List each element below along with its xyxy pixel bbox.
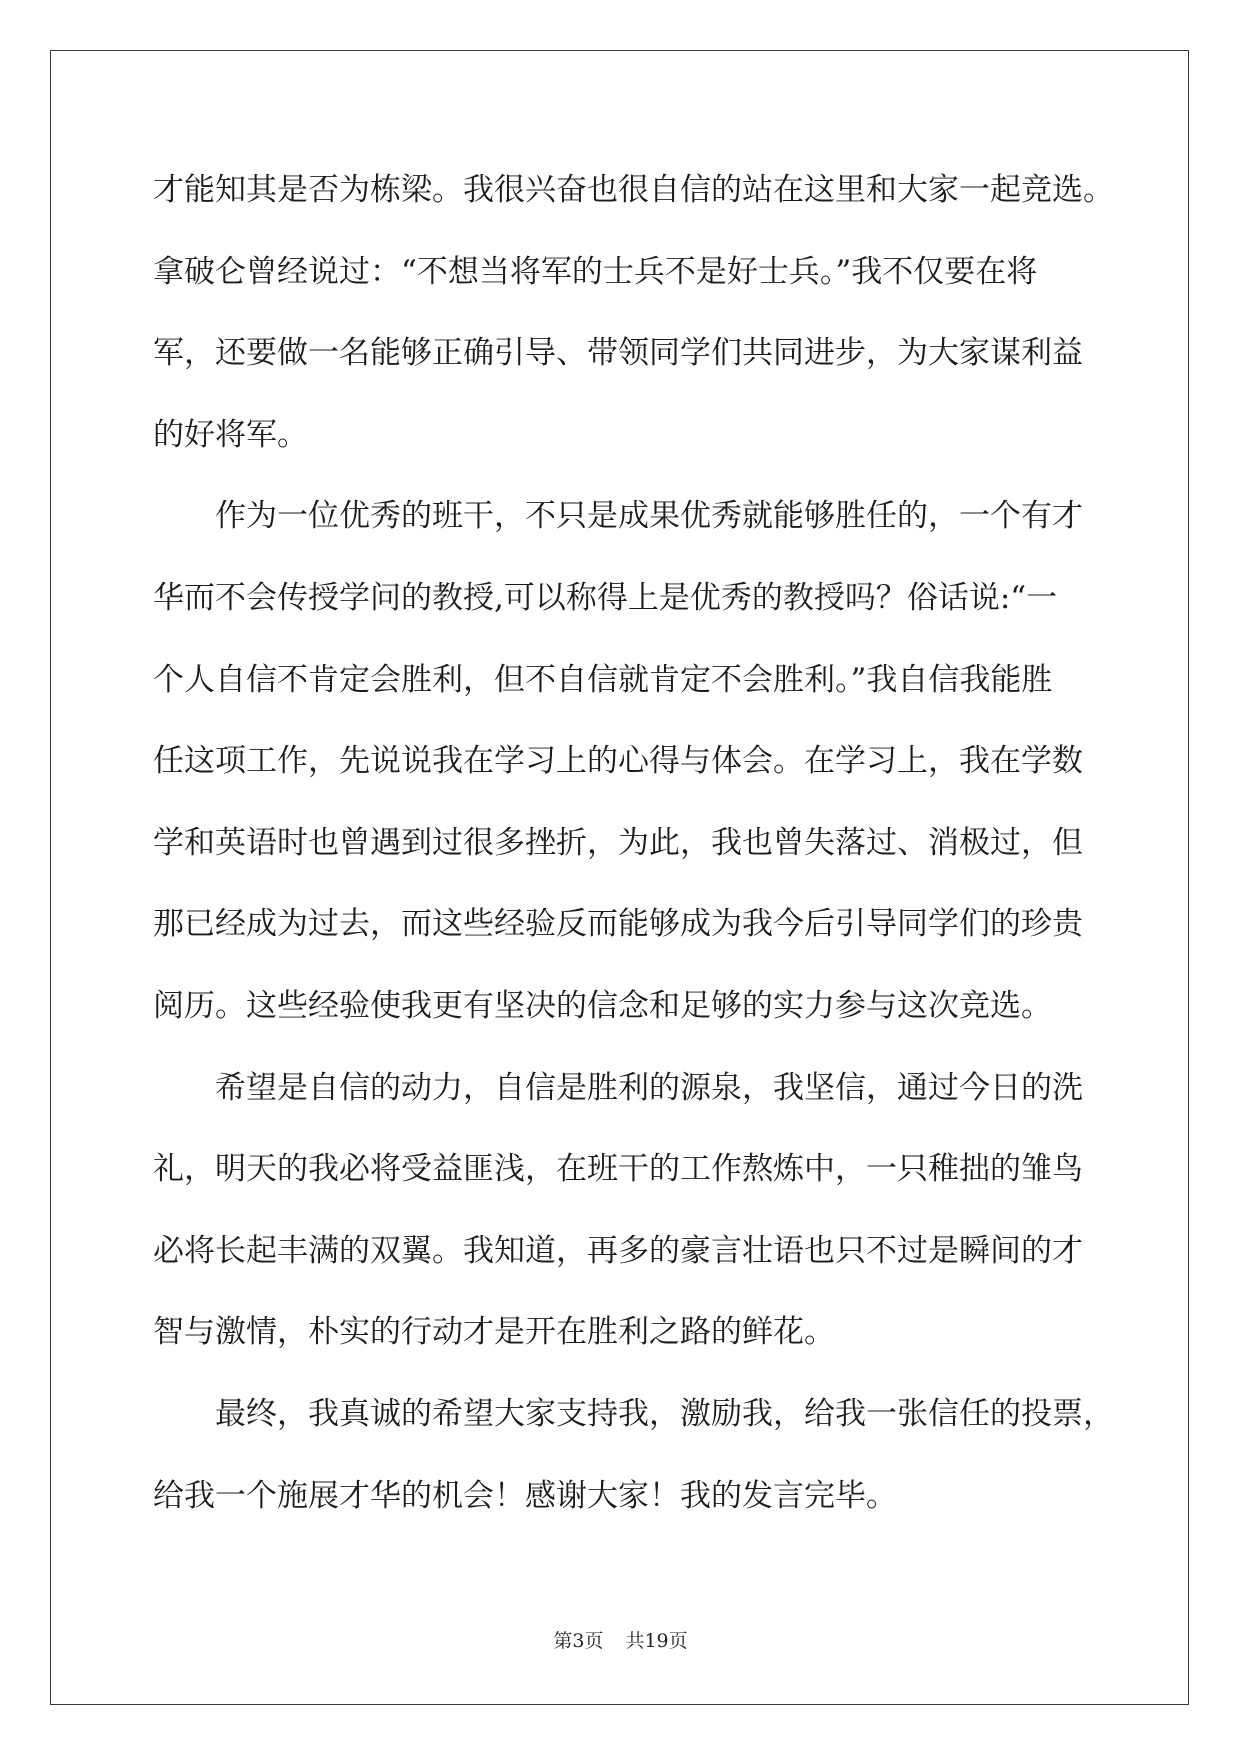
text-line: 个人自信不肯定会胜利，但不自信就肯定不会胜利。”我自信我能胜: [153, 661, 1053, 698]
text-line: 礼，明天的我必将受益匪浅，在班干的工作熬炼中，一只稚拙的雏鸟: [153, 1151, 1083, 1188]
paragraph: [153, 150, 1143, 476]
text-line: 作为一位优秀的班干，不只是成果优秀就能够胜任的，一个有才: [215, 498, 1083, 535]
text-line: 阅历。这些经验使我更有坚决的信念和足够的实力参与这次竞选。: [153, 987, 1052, 1024]
text-line: 才能知其是否为栋梁。我很兴奋也很自信的站在这里和大家一起竞选。: [153, 172, 1114, 208]
page-total: 共19页: [625, 1630, 688, 1652]
text-line: 的好将军。: [153, 416, 308, 453]
text-line: 智与激情，朴实的行动才是开在胜利之路的鲜花。: [153, 1314, 835, 1351]
text-line: 给我一个施展才华的机会！感谢大家！我的发言完毕。: [153, 1477, 897, 1514]
text-line: 学和英语时也曾遇到过很多挫折，为此，我也曾失落过、消极过，但: [153, 824, 1083, 861]
text-line: 最终，我真诚的希望大家支持我，激励我，给我一张信任的投票，: [215, 1395, 1114, 1432]
text-line: 拿破仑曾经说过：“不想当将军的士兵不是好士兵。”我不仅要在将: [153, 253, 1038, 290]
page-footer: [0, 1628, 1241, 1654]
document-body: [153, 150, 1143, 1537]
page-number: 第3页: [553, 1630, 604, 1652]
text-line: 必将长起丰满的双翼。我知道，再多的豪言壮语也只不过是瞬间的才: [153, 1232, 1083, 1269]
paragraph: [153, 476, 1143, 1047]
text-line: 任这项工作，先说说我在学习上的心得与体会。在学习上，我在学数: [153, 743, 1083, 780]
text-line: 军，还要做一名能够正确引导、带领同学们共同进步，为大家谋利益: [153, 335, 1083, 372]
text-line: 华而不会传授学问的教授,可以称得上是优秀的教授吗？俗话说:“一: [153, 579, 1058, 616]
text-line: 那已经成为过去，而这些经验反而能够成为我今后引导同学们的珍贵: [153, 906, 1083, 943]
text-line: 希望是自信的动力，自信是胜利的源泉，我坚信，通过今日的洗: [215, 1069, 1083, 1106]
paragraph: [153, 1374, 1143, 1537]
paragraph: [153, 1048, 1143, 1374]
